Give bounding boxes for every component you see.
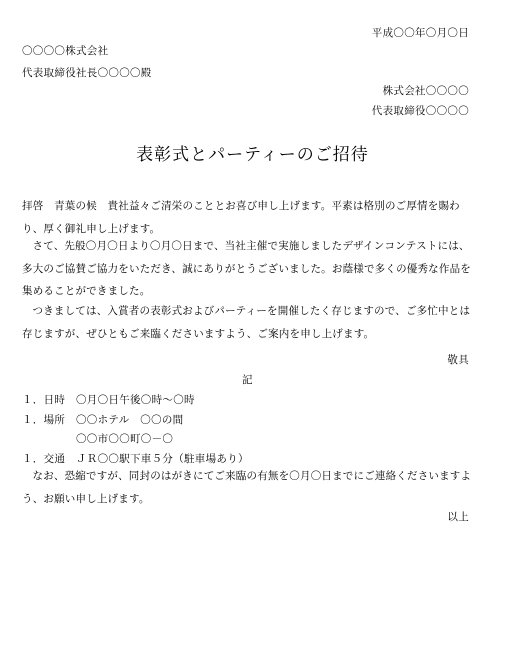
thanks-paragraph: さて、先般〇月〇日より〇月〇日まで、当社主催で実施しましたデザインコンテストには、多大のご協賛ご協力をいただき、誠にありがとうございました。お蔭様で多くの優秀な作品を集めることができました。 <box>22 240 471 297</box>
closing-keigu: 敬具 <box>447 354 469 366</box>
detail-venue-address: 〇〇市〇〇町〇－〇 <box>76 433 174 445</box>
recipient-person: 代表取締役社長〇〇〇〇殿 <box>22 67 152 79</box>
invitation-paragraph: つきましては、入賞者の表彰式およびパーティーを開催したく存じますので、ご多忙中とは存じますが、ぜひともご来臨くださいますよう、ご案内を申し上げます。 <box>22 305 471 340</box>
detail-datetime: １．日時 〇月〇日午後〇時～〇時 <box>22 394 195 406</box>
greeting-paragraph: 拝啓 青葉の候 貴社益々ご清栄のこととお喜び申し上げます。平素は格別のご厚情を賜わり、厚く御礼申し上げます。 <box>22 200 460 235</box>
details-heading: 記 <box>242 374 253 386</box>
recipient-company: 〇〇〇〇株式会社 <box>22 45 109 57</box>
letter-date: 平成〇〇年〇月〇日 <box>371 27 469 39</box>
sender-person: 代表取締役〇〇〇〇 <box>371 105 469 117</box>
letter-title: 表彰式とパーティーのご招待 <box>136 145 369 165</box>
sender-company: 株式会社〇〇〇〇 <box>382 85 469 97</box>
closing-ijou: 以上 <box>447 511 469 523</box>
rsvp-note: なお、恐縮ですが、同封のはがきにてご来臨の有無を〇月〇日までにご連絡くださいますよう、お願い申し上げます。 <box>22 470 472 505</box>
detail-access: １．交通 ＪＲ〇〇駅下車５分（駐車場あり） <box>22 453 249 465</box>
detail-venue: １．場所 〇〇ホテル 〇〇の間 <box>22 414 184 426</box>
